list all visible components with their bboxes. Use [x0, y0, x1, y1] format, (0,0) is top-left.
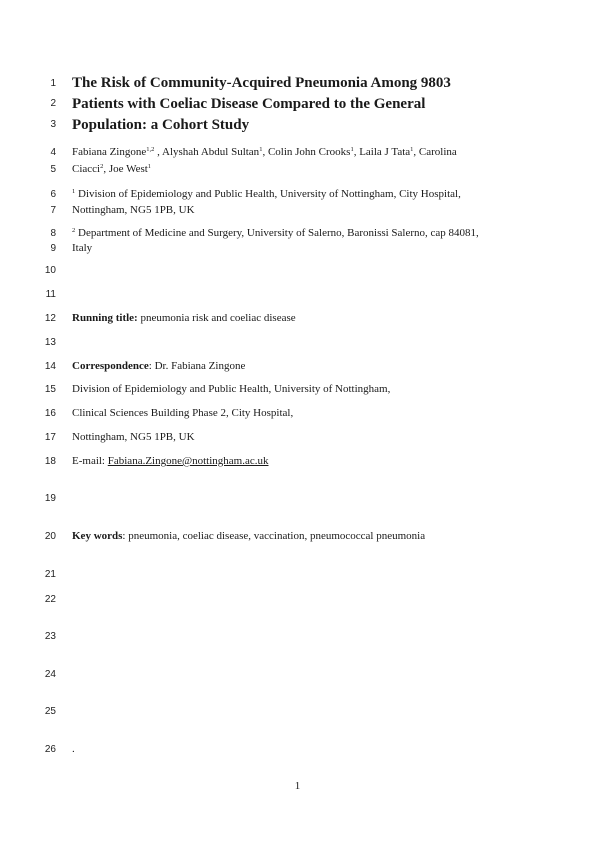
keywords-value: : pneumonia, coeliac disease, vaccination, pneumococcal pneumonia — [122, 530, 426, 542]
keywords-label: Key words — [72, 530, 123, 542]
line-number: 21 — [44, 569, 56, 580]
correspondence-email — [72, 455, 268, 468]
line-number: 8 — [50, 228, 56, 239]
author-affiliation-sup: 2 — [100, 163, 104, 170]
affiliation-1-line-1 — [72, 188, 461, 201]
line-number: 4 — [50, 147, 56, 158]
line-26-text: . — [72, 743, 75, 755]
title-line-2: Patients with Coeliac Disease Compared to the General — [72, 96, 426, 112]
email-label: E-mail: — [72, 455, 108, 467]
correspondence-name: : Dr. Fabiana Zingone — [148, 360, 246, 372]
author-name: Fabiana Zingone — [72, 146, 147, 158]
author-affiliation-sup: 1 — [410, 146, 414, 153]
line-number: 6 — [50, 189, 56, 200]
line-number: 13 — [44, 337, 56, 348]
running-title — [72, 312, 296, 325]
title-line-3: Population: a Cohort Study — [72, 117, 250, 133]
line-number: 2 — [50, 98, 56, 109]
line-number: 19 — [44, 493, 56, 504]
running-title-label: Running title: — [72, 312, 138, 324]
author-separator: , — [103, 163, 109, 175]
correspondence-address-line: Nottingham, NG5 1PB, UK — [72, 431, 195, 443]
page-number: 1 — [294, 780, 301, 792]
affiliation-sup: 2 — [72, 227, 76, 234]
author-name: Joe West — [108, 163, 148, 175]
line-number: 5 — [50, 164, 56, 175]
line-number: 14 — [44, 361, 56, 372]
author-affiliation-sup: 1 — [350, 146, 354, 153]
line-number: 9 — [50, 243, 56, 254]
line-number: 7 — [50, 205, 56, 216]
line-number: 3 — [50, 119, 56, 130]
line-number: 16 — [44, 408, 56, 419]
line-number: 18 — [44, 456, 56, 467]
affiliation-2-line-1 — [72, 227, 479, 240]
author-separator: , — [262, 146, 268, 158]
email-link[interactable]: Fabiana.Zingone@nottingham.ac.uk — [107, 455, 269, 467]
author-name: Carolina — [418, 146, 457, 158]
author-name: Ciacci — [72, 163, 101, 175]
author-name: Colin John Crooks — [267, 146, 351, 158]
author-separator: , — [413, 146, 419, 158]
running-title-value: pneumonia risk and coeliac disease — [137, 312, 296, 324]
author-affiliation-sup: 1,2 — [146, 146, 155, 153]
affiliation-text: Division of Epidemiology and Public Health, University of Nottingham, City Hospital, — [78, 188, 461, 200]
affiliation-1-line-2: Nottingham, NG5 1PB, UK — [72, 204, 195, 216]
line-number: 25 — [44, 706, 56, 717]
line-number: 17 — [44, 432, 56, 443]
line-number: 10 — [44, 265, 56, 276]
author-line-1 — [72, 146, 457, 159]
affiliation-sup: 1 — [72, 188, 76, 195]
correspondence-address-line: Clinical Sciences Building Phase 2, City Hospital, — [72, 407, 294, 419]
line-number: 20 — [44, 531, 56, 542]
author-affiliation-sup: 1 — [259, 146, 263, 153]
author-separator: , — [353, 146, 360, 158]
line-number: 23 — [44, 631, 56, 642]
line-number: 26 — [44, 744, 56, 755]
line-number: 24 — [44, 669, 56, 680]
correspondence-address-line: Division of Epidemiology and Public Health, University of Nottingham, — [72, 383, 391, 395]
affiliation-text: Department of Medicine and Surgery, University of Salerno, Baronissi Salerno, cap 84081, — [78, 227, 479, 239]
title-line-1: The Risk of Community-Acquired Pneumonia Among 9803 — [72, 75, 451, 91]
author-affiliation-sup: 1 — [147, 163, 152, 170]
author-name: Alyshah Abdul Sultan — [162, 146, 260, 158]
line-number: 15 — [44, 384, 56, 395]
correspondence-heading — [72, 360, 245, 373]
line-number: 12 — [44, 313, 56, 324]
keywords — [72, 530, 425, 543]
line-number: 1 — [50, 78, 56, 89]
correspondence-label: Correspondence — [72, 360, 149, 372]
author-separator: , — [154, 146, 163, 158]
author-line-2 — [72, 163, 151, 176]
affiliation-2-line-2: Italy — [72, 242, 93, 254]
author-name: Laila J Tata — [359, 146, 411, 158]
line-number: 11 — [45, 289, 56, 300]
line-number: 22 — [44, 594, 56, 605]
